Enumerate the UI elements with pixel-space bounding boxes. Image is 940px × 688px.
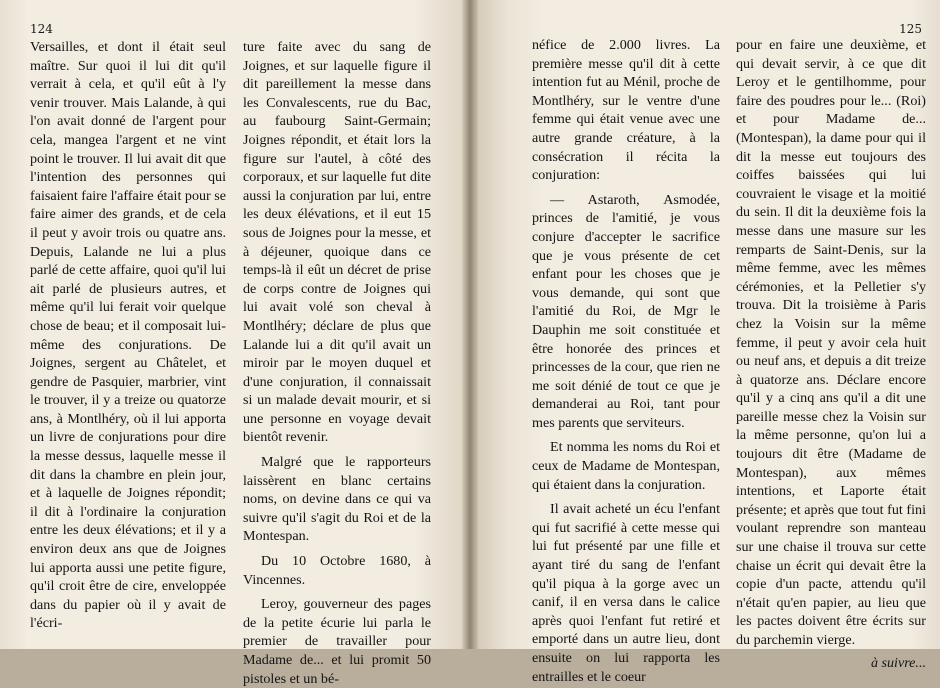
- page-number-right: 125: [899, 22, 922, 36]
- page-number-left: 124: [30, 22, 53, 36]
- right-column-1: [532, 36, 720, 686]
- paragraph: — Astaroth, Asmodée, princes de l'amitié, je vous conjure d'accepter le sacrifice que je vous présente de cet enfant pour les choses que je vous demande, qui sont que l'amitié du Roi, de Mgr le Dauphin me soit constituée et être honorée des princes et princesses de la cour, que rien ne me soit dénié de tout ce que je demanderai au Roi, tant pour mes parents que serviteurs.: [532, 191, 720, 431]
- left-column-1: [30, 38, 226, 633]
- paragraph: Versailles, et dont il était seul maître. Sur quoi il lui dit qu'il verrait à cela, et qu'il eût à l'y venir trouver. Mais Lalande, à qui l'on avait donné de l'argent pour cela, mangea l'argent et ne vint point le trouver. Il lui avait dit que l'intention des personnes qui faisaient faire l'affaire était pour se faire aimer des grands, et de cela il peut y avoir trois ou quatre ans. Depuis, Lalande ne lui a plus parlé de cette affaire, quoi qu'il lui ait parlé de plusieurs autres, et même qu'il lui ferait voir quelque chose de beau; et il composait lui-même des conjurations. De Joignes, sergent au Châtelet, et gendre de Pasquier, marbrier, vint le trouver, il y a treize ou quatorze ans, à Montlhéry, où il lui apporta un livre de conjurations pour dire la messe dessus, laquelle messe il dit dans la chambre en plein jour, et à laquelle de Joignes répondit; il dit à l'ordinaire la conjuration entre les deux élévations; et il y a environ deux ans que de Joignes lui apporta aussi une petite figure, qu'il croit être de cire, enveloppée dans du papier où il y avait de l'écri-: [30, 39, 226, 632]
- left-page: [0, 0, 470, 687]
- right-page: [470, 0, 940, 685]
- paragraph: pour en faire une deuxième, et qui devait servir, à ce que dit Leroy et le gentilhomme, pour faire des poudres pour le... (Roi) et pour Madame de... (Montespan), la dame pour qui il dit la messe eut toujours des coiffes baissées qui lui couvraient le visage et la moitié du sein. Il dit la deuxième fois la messe dans une masure sur les remparts de Saint-Denis, sur la même femme, avec les mêmes cérémonies, et la Pelletier s'y trouva. Dit la troisième à Paris chez la Voisin sur la même femme, il peut y avoir cela huit ou neuf ans, et depuis a dit treize à quatorze ans. Déclare encore qu'il y a cinq ans qu'il a dit une pareille messe chez la Voisin sur la même personne, qu'on lui a toujours dit être (Madame de Montespan), aux mêmes intentions, et Laporte était présente; et après que tout fut fini voulant reprendre son manteau sur une chaise il trouva sur cette chaise un écrit qui devait être la copie d'un pacte, attendu qu'il n'était qu'en papier, au lieu que les pactes doivent être écrits sur du parchemin vierge.: [736, 37, 926, 648]
- paragraph: ture faite avec du sang de Joignes, et sur laquelle figure il dit pareillement la messe dans les Convalescents, rue du Bac, au faubourg Saint-Germain; Joignes répondit, et était lors la figure sur l'autel, à côté des corporaux, et sur laquelle fut dite aussi la conjuration par lui, entre les deux élévations, et il eut 15 sous de Joignes pour la messe, et à déjeuner, quoique dans ce temps-là il eût un décret de prise de corps contre de Joignes qui lui avait volé son cheval à Montlhéry; déclare de plus que Lalande lui a dit qu'il avait un miroir par le moyen duquel et d'une conjuration, il connaissait si un malade devait mourir, et si une personne en voyage devait bientôt revenir.: [243, 39, 431, 446]
- continued-note: à suivre...: [870, 654, 926, 671]
- left-column-2: [243, 38, 431, 688]
- paragraph: Leroy, gouverneur des pages de la petite écurie lui parla le premier de travailler pour Madame de... et lui promit 50 pistoles et un bé-: [243, 596, 431, 687]
- paragraph: Il avait acheté un écu l'enfant qui fut sacrifié à cette messe qui lui fut présenté par une fille et ayant tiré du sang de l'enfant qu'il piqua à la gorge avec un canif, il en versa dans le calice après quoi l'enfant fut retiré et emporté dans un autre lieu, dont ensuite on lui rapporta les entrailles et le coeur: [532, 501, 720, 685]
- paragraph: Malgré que le rapporteurs laissèrent en blanc certains noms, on devine dans ce qui va suivre qu'il s'agit du Roi et de la Montespan.: [243, 454, 431, 545]
- paragraph: Et nomma les noms du Roi et ceux de Madame de Montespan, qui étaient dans la conjuration.: [532, 439, 720, 493]
- right-column-2: [736, 36, 926, 672]
- paragraph: Du 10 Octobre 1680, à Vincennes.: [243, 553, 431, 588]
- book-gutter: [462, 0, 478, 649]
- paragraph: néfice de 2.000 livres. La première messe qu'il dit à cette intention fut au Ménil, proche de Montlhéry, sur le ventre d'une femme qui était venue avec une autre grande créature, à la consécration il récita la conjuration:: [532, 37, 720, 184]
